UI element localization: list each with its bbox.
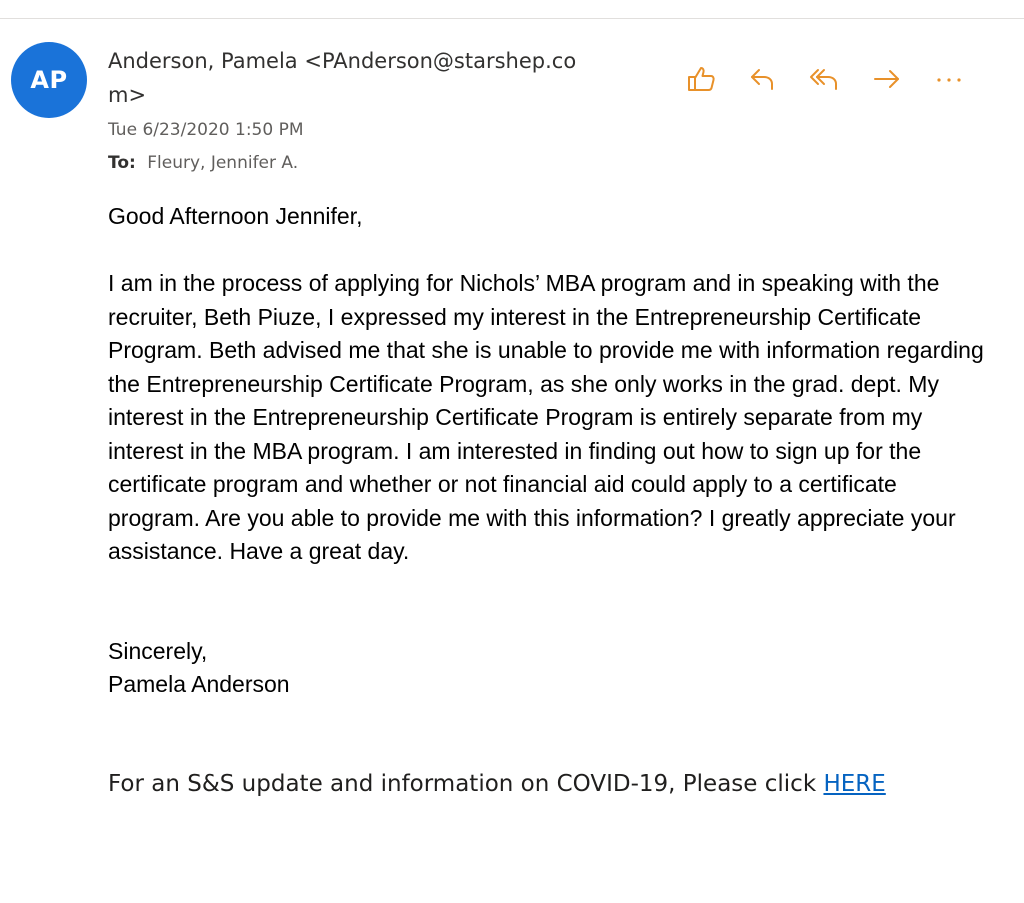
reply-all-icon bbox=[809, 64, 841, 94]
message-closing: Sincerely, bbox=[108, 638, 208, 664]
more-options-button[interactable] bbox=[930, 60, 968, 98]
message-signature: Pamela Anderson bbox=[108, 671, 290, 697]
reply-all-button[interactable] bbox=[806, 60, 844, 98]
to-label: To: bbox=[108, 153, 136, 173]
avatar[interactable] bbox=[11, 42, 87, 118]
message-date: Tue 6/23/2020 1:50 PM bbox=[108, 120, 304, 140]
here-link[interactable]: HERE bbox=[823, 771, 886, 797]
sender-name[interactable]: Anderson, Pamela <PAnderson@starshep.com> bbox=[108, 49, 577, 107]
message-greeting: Good Afternoon Jennifer, bbox=[108, 203, 363, 229]
avatar-initials: AP bbox=[30, 66, 68, 94]
covid-footer bbox=[108, 767, 886, 801]
more-icon bbox=[934, 64, 964, 94]
thumbs-up-icon bbox=[686, 64, 716, 94]
message-actions bbox=[682, 60, 968, 98]
message-paragraph: I am in the process of applying for Nichols’ MBA program and in speaking with the recruiter, Beth Piuze, I expressed my interest in the Entrepreneurship Certificate Program. Beth advised me that she is unable to provide me with information regarding the Entrepreneurship Certificate Program, as she only works in the grad. dept. My interest in the Entrepreneurship Certificate Program is entirely separate from my interest in the MBA program. I am interested in finding out how to sign up for the certificate program and whether or not financial aid could apply to a certificate program. Are you able to provide me with this information? I greatly appreciate your assistance. Have a great day. bbox=[108, 270, 984, 564]
footer-text: For an S&S update and information on COVID-19, Please click bbox=[108, 771, 824, 797]
reply-button[interactable] bbox=[744, 60, 782, 98]
top-divider bbox=[0, 18, 1024, 19]
forward-button[interactable] bbox=[868, 60, 906, 98]
reply-icon bbox=[748, 64, 778, 94]
recipient-name[interactable]: Fleury, Jennifer A. bbox=[147, 153, 299, 173]
like-button[interactable] bbox=[682, 60, 720, 98]
recipient-line bbox=[108, 151, 298, 175]
forward-icon bbox=[872, 64, 902, 94]
